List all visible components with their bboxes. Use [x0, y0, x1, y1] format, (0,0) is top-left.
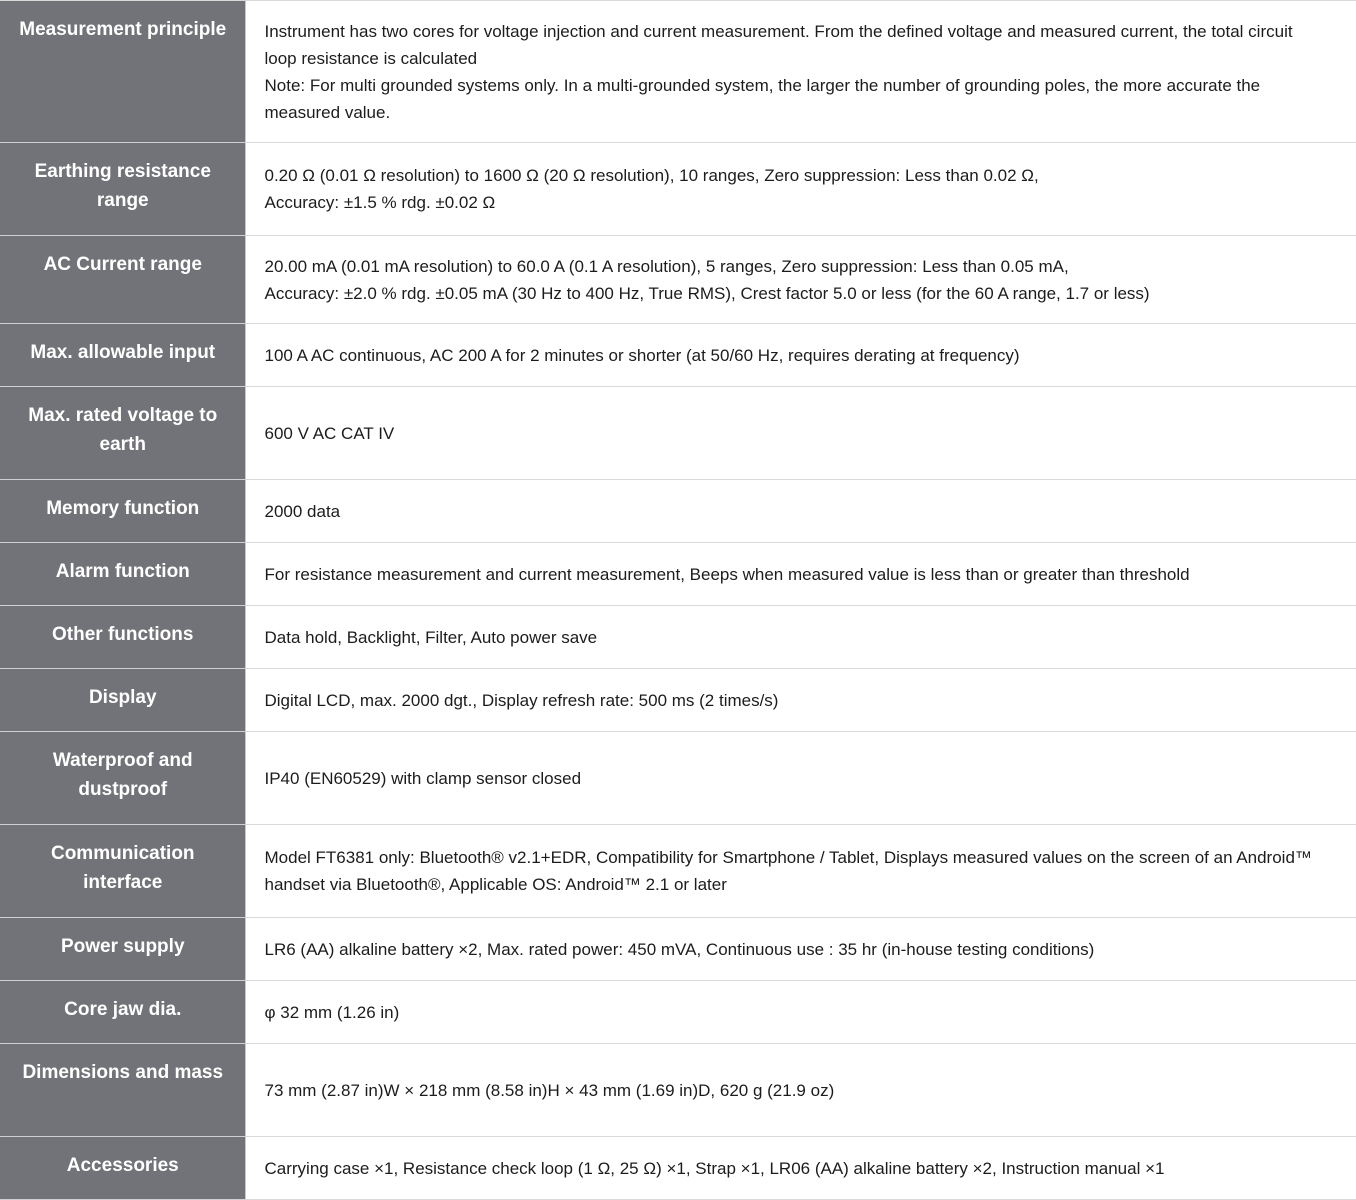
spec-value-line: Accuracy: ±1.5 % rdg. ±0.02 Ω — [264, 193, 496, 212]
spec-value-line: Instrument has two cores for voltage injection and current measurement. From the defined voltage and measured current, the total circuit loop resistance is calculated — [264, 21, 1293, 68]
spec-value-line: 600 V AC CAT IV — [264, 423, 395, 443]
spec-row-dimensions-mass — [0, 1044, 1356, 1137]
spec-value-line: Model FT6381 only: Bluetooth® v2.1+EDR, Compatibility for Smartphone / Tablet, Displays measured values on the screen of an Android™ handset via Bluetooth®, Applicable OS: Android™ 2.1 or later — [264, 848, 1312, 894]
spec-value — [245, 918, 1356, 981]
spec-value-line: Accuracy: ±2.0 % rdg. ±0.05 mA (30 Hz to 400 Hz, True RMS), Crest factor 5.0 or less (for the 60 A range, 1.7 or less) — [264, 283, 1150, 303]
spec-value — [245, 1137, 1356, 1200]
spec-value-line: 0.20 Ω (0.01 Ω resolution) to 1600 Ω (20 Ω resolution), 10 ranges, Zero suppression: Less than 0.02 Ω, — [264, 166, 1039, 185]
spec-value-line: For resistance measurement and current measurement, Beeps when measured value is less than or greater than threshold — [264, 564, 1190, 584]
spec-row-max-rated-voltage — [0, 387, 1356, 480]
spec-value-line: Note: For multi grounded systems only. In a multi-grounded system, the larger the number of grounding poles, the more accurate the measured value. — [264, 75, 1261, 122]
spec-value — [245, 236, 1356, 324]
spec-value-line: 73 mm (2.87 in)W × 218 mm (8.58 in)H × 43 mm (1.69 in)D, 620 g (21.9 oz) — [264, 1080, 835, 1100]
spec-label: Core jaw dia. — [0, 981, 245, 1044]
spec-value — [245, 825, 1356, 918]
spec-label: AC Current range — [0, 236, 245, 324]
spec-value-line: 20.00 mA (0.01 mA resolution) to 60.0 A (0.1 A resolution), 5 ranges, Zero suppression: Less than 0.05 mA, — [264, 256, 1069, 276]
spec-value — [245, 480, 1356, 543]
spec-row-display — [0, 669, 1356, 732]
spec-value — [245, 606, 1356, 669]
spec-value-line: 2000 data — [264, 501, 341, 521]
spec-label: Earthing resistance range — [0, 143, 245, 236]
spec-value-line: LR6 (AA) alkaline battery ×2, Max. rated power: 450 mVA, Continuous use : 35 hr (in-house testing conditions) — [264, 939, 1095, 959]
spec-label: Max. allowable input — [0, 324, 245, 387]
spec-value — [245, 669, 1356, 732]
spec-row-waterproof-dustproof — [0, 732, 1356, 825]
spec-value-line: IP40 (EN60529) with clamp sensor closed — [264, 768, 582, 788]
spec-label: Power supply — [0, 918, 245, 981]
spec-row-accessories — [0, 1137, 1356, 1200]
spec-value — [245, 387, 1356, 480]
spec-row-earthing-resistance-range — [0, 143, 1356, 236]
spec-row-memory-function — [0, 480, 1356, 543]
spec-value-line: Digital LCD, max. 2000 dgt., Display refresh rate: 500 ms (2 times/s) — [264, 690, 779, 710]
spec-row-other-functions — [0, 606, 1356, 669]
spec-value — [245, 143, 1356, 236]
spec-label: Waterproof and dustproof — [0, 732, 245, 825]
spec-label: Measurement principle — [0, 1, 245, 143]
spec-row-measurement-principle — [0, 1, 1356, 143]
spec-value — [245, 1044, 1356, 1137]
spec-row-alarm-function — [0, 543, 1356, 606]
spec-value — [245, 324, 1356, 387]
spec-label: Memory function — [0, 480, 245, 543]
spec-value — [245, 1, 1356, 143]
spec-value-line: φ 32 mm (1.26 in) — [264, 1002, 400, 1022]
spec-row-max-allowable-input — [0, 324, 1356, 387]
spec-value-line: Carrying case ×1, Resistance check loop (1 Ω, 25 Ω) ×1, Strap ×1, LR06 (AA) alkaline battery ×2, Instruction manual ×1 — [264, 1158, 1165, 1178]
spec-label: Alarm function — [0, 543, 245, 606]
spec-label: Max. rated voltage to earth — [0, 387, 245, 480]
spec-label: Other functions — [0, 606, 245, 669]
spec-value-line: Data hold, Backlight, Filter, Auto power save — [264, 627, 598, 647]
spec-value-line: 100 A AC continuous, AC 200 A for 2 minutes or shorter (at 50/60 Hz, requires derating at frequency) — [264, 345, 1020, 365]
spec-value — [245, 543, 1356, 606]
spec-row-core-jaw-dia — [0, 981, 1356, 1044]
spec-label: Accessories — [0, 1137, 245, 1200]
spec-label: Display — [0, 669, 245, 732]
spec-label: Communication interface — [0, 825, 245, 918]
spec-row-ac-current-range — [0, 236, 1356, 324]
spec-value — [245, 732, 1356, 825]
spec-label: Dimensions and mass — [0, 1044, 245, 1137]
spec-value — [245, 981, 1356, 1044]
spec-row-power-supply — [0, 918, 1356, 981]
spec-row-communication-interface — [0, 825, 1356, 918]
